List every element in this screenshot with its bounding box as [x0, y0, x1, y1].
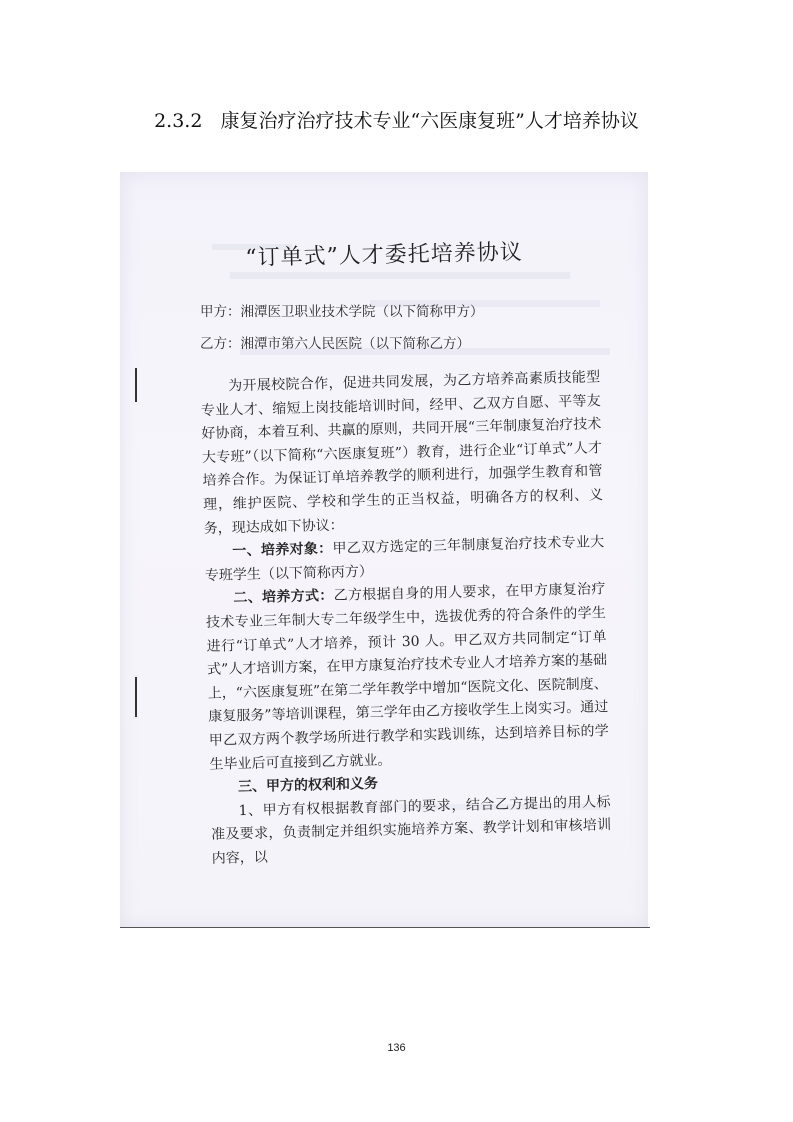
party-a: 甲方：湘潭医卫职业技术学院（以下简称甲方）: [200, 304, 484, 320]
document-title: “订单式”人才委托培养协议: [245, 240, 524, 271]
clause-2: [205, 579, 609, 777]
section-heading: [0, 106, 793, 133]
page-number: 136: [387, 1042, 406, 1054]
section-number: 2.3.2: [154, 110, 203, 132]
section-title: 康复治疗治疗技术专业“六医康复班”人才培养协议: [220, 110, 639, 132]
party-b: 乙方：湘潭市第六人民医院（以下简称乙方）: [200, 336, 470, 352]
clause-2-label: 二、培养方式：: [233, 588, 334, 607]
agreement-body: [200, 366, 612, 871]
clause-1-text: 甲乙双方选定的三年制康复治疗技术专业大专班学生（以下简称丙方）: [204, 534, 605, 584]
margin-mark: [135, 677, 137, 717]
scan-bottom-border: [120, 927, 650, 928]
clause-1-label: 一、培养对象：: [232, 540, 333, 560]
clause-3-heading: 三、甲方的权利和义务: [237, 775, 379, 796]
clause-2-text: 乙方根据自身的用人要求，在甲方康复治疗技术专业三年制大专二年级学生中，选拔优秀的符合条件的学生进行“订单式”人才培养，预计 30 人。甲乙双方共同制定“订单式”人才培训方案，在甲方康复治疗技术专业人才培养方案的基础上，“六医康复班”在第二学年教学中增加“医院文化、医院制度、康复服务”等培训课程，第三学年由乙方接收学生上岗实习。通过甲乙双方两个教学场所进行教学和实践训练，达到培养目标的学生毕业后可直接到乙方就业。: [205, 581, 609, 773]
scanned-document: [120, 172, 648, 928]
clause-3-item-1: 1、甲方有权根据教育部门的要求，结合乙方提出的用人标准及要求，负责制定并组织实施培养方案、教学计划和审核培训内容，以: [211, 793, 612, 867]
show-through-line: [230, 272, 570, 279]
margin-mark: [135, 368, 137, 402]
intro-paragraph: 为开展校院合作，促进共同发展，为乙方培养高素质技能型专业人才、缩短上岗技能培训时间，经甲、乙双方自愿、平等友好协商，本着互利、共赢的原则，共同开展“三年制康复治疗技术大专班”（以下简称“六医康复班”）教育，进行企业“订单式”人才培养合作。为保证订单培养教学的顺利进行，加强学生教育和管理，维护医院、学校和学生的正当权益，明确各方的权利、义务，现达成如下协议：: [200, 369, 604, 537]
